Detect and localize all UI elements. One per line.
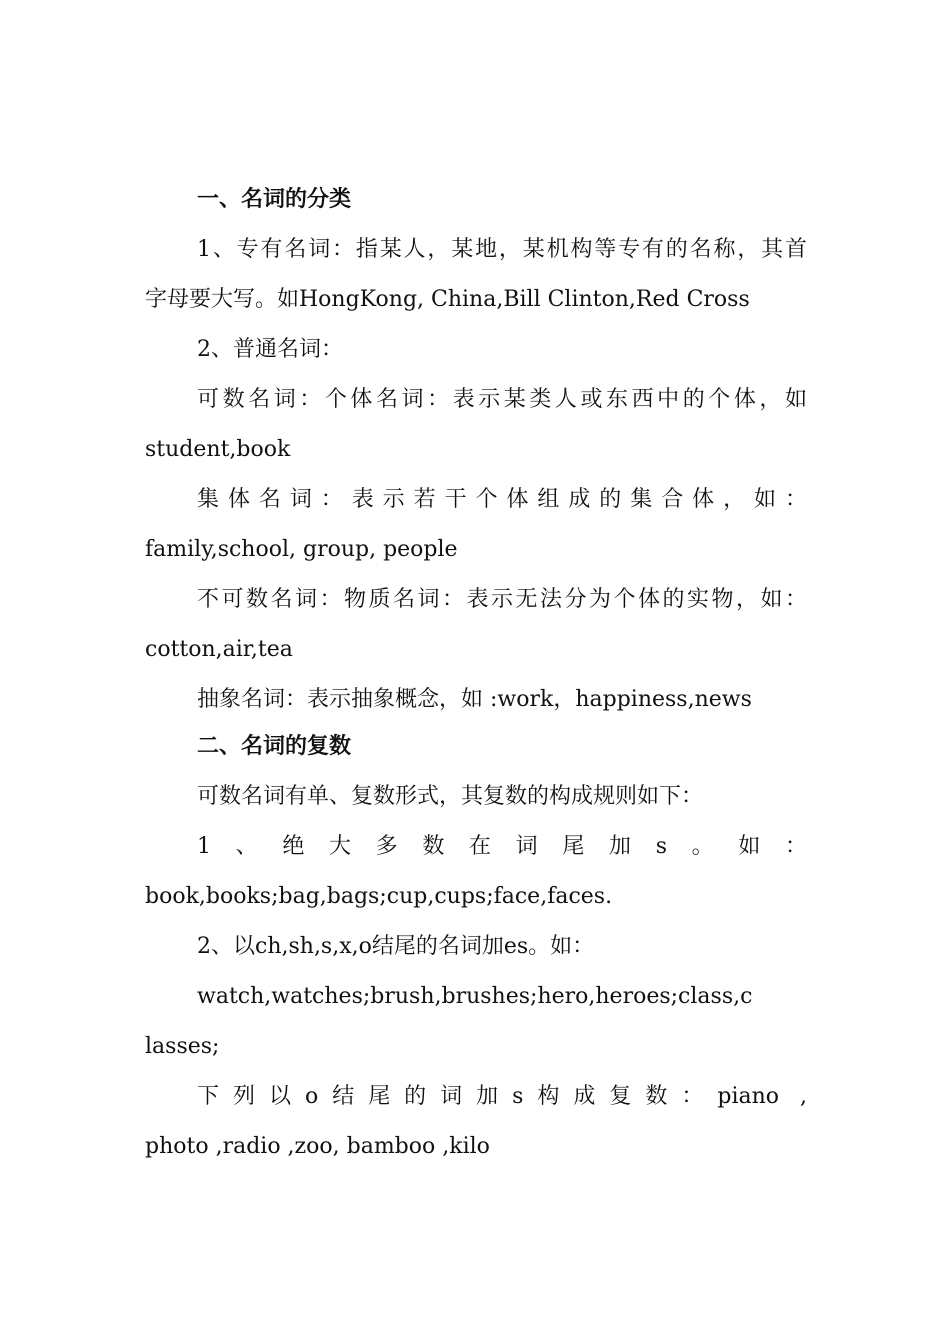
- paragraph-countable-individual-line2: student,book: [145, 437, 291, 462]
- paragraph-o-exceptions-line2: photo ,radio ,zoo, bamboo ,kilo: [145, 1134, 490, 1159]
- paragraph-collective-noun-line2: family,school, group, people: [145, 537, 458, 562]
- paragraph-proper-noun-line1: 1、专有名词：指某人，某地，某机构等专有的名称，其首: [197, 237, 807, 262]
- paragraph-abstract-noun: 抽象名词：表示抽象概念，如 :work，happiness,news: [197, 687, 752, 712]
- paragraph-rule2-examples-line1: watch,watches;brush,brushes;hero,heroes;class,c: [197, 984, 753, 1009]
- paragraph-rule1-line2: book,books;bag,bags;cup,cups;face,faces.: [145, 884, 613, 909]
- paragraph-rule2: 2、以ch,sh,s,x,o结尾的名词加es。如：: [197, 934, 595, 959]
- paragraph-rule1-line1: 1、绝大多数在词尾加s。如：: [197, 834, 807, 859]
- paragraph-common-noun: 2、普通名词：: [197, 337, 343, 362]
- paragraph-collective-noun-line1: 集体名词：表示若干个体组成的集合体，如：: [197, 487, 807, 512]
- section-heading-plural-nouns: 二、名词的复数: [197, 734, 352, 759]
- paragraph-material-noun-line1: 不可数名词：物质名词：表示无法分为个体的实物，如：: [197, 587, 807, 612]
- paragraph-rule2-examples-line2: lasses;: [145, 1034, 220, 1059]
- paragraph-plural-intro: 可数名词有单、复数形式，其复数的构成规则如下：: [197, 784, 704, 809]
- paragraph-proper-noun-line2: 字母要大写。如HongKong, China,Bill Clinton,Red Cross: [145, 287, 750, 312]
- paragraph-countable-individual-line1: 可数名词：个体名词：表示某类人或东西中的个体，如: [197, 387, 807, 412]
- paragraph-o-exceptions-line1: 下列以o结尾的词加s构成复数：piano ,: [197, 1084, 807, 1109]
- paragraph-material-noun-line2: cotton,air,tea: [145, 637, 293, 662]
- section-heading-noun-classification: 一、名词的分类: [197, 187, 352, 212]
